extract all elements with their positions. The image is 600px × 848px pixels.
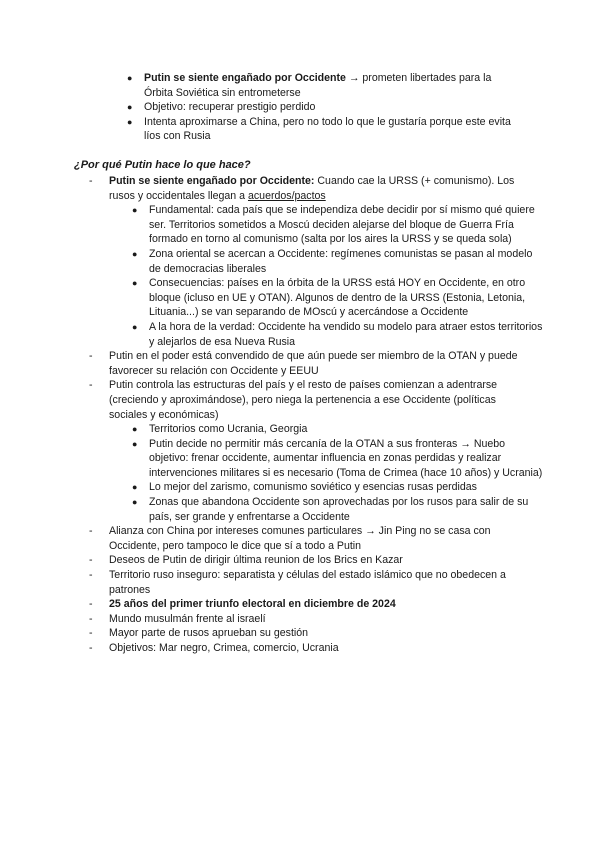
bold-text: 25 años del primer triunfo electoral en diciembre de 2024 <box>109 598 396 611</box>
main-dash-list <box>89 174 543 656</box>
dash-marker: - <box>89 627 93 640</box>
dash-marker: - <box>89 569 93 582</box>
item-text: Mundo musulmán frente al israelí <box>109 612 266 625</box>
list-item <box>127 115 521 144</box>
list-item <box>89 626 529 641</box>
item-text: Objetivo: recuperar prestigio perdido <box>144 101 316 114</box>
dash-marker: - <box>89 598 93 611</box>
dash-marker: - <box>89 612 93 625</box>
list-item <box>89 553 529 568</box>
bullet-dot: ● <box>132 482 138 493</box>
list-item <box>132 320 544 349</box>
list-item <box>89 568 529 597</box>
dash-marker: - <box>89 554 93 567</box>
item-text: Alianza con China por intereses comunes particulares → Jin Ping no se casa con Occidente, pero tampoco le dice que sí a todo a Putin <box>109 525 491 552</box>
item-text: Mayor parte de rusos aprueban su gestión <box>109 627 309 640</box>
item-text: Zona oriental se acercan a Occidente: regímenes comunistas se pasan al modelo de democracias liberales <box>149 247 533 275</box>
dash-marker: - <box>89 525 93 538</box>
item-text: Putin en el poder está convendido de que aún puede ser miembro de la OTAN y puede favorecer su relación con Occidente y EEUU <box>109 350 518 377</box>
item-text: Consecuencias: países en la órbita de la URSS está HOY en Occidente, en otro bloque (icluso en UE y OTAN). Algunos de dentro de la URSS (Estonia, Letonia, Lituania...) se van separando de MOscú y acercándose a Occidente <box>149 277 526 319</box>
top-bullet-list <box>127 71 521 144</box>
list-item <box>89 641 529 656</box>
bold-text: Putin se siente engañado por Occidente: <box>109 175 315 187</box>
list-item <box>127 71 521 100</box>
item-text: Putin controla las estructuras del país y el resto de países comienzan a adentrarse (creciendo y aproximándose), pero niega la pertenencia a ese Occidente (políticas sociales y económicas) <box>109 379 498 421</box>
list-item <box>132 495 544 524</box>
sub-list <box>132 203 544 349</box>
item-text: Intenta aproximarse a China, pero no todo lo que le gustaría porque este evita líos con Rusia <box>144 115 511 143</box>
dash-marker: - <box>89 175 93 187</box>
bullet-dot: ● <box>127 102 133 113</box>
bullet-dot: ● <box>127 73 133 83</box>
list-item <box>89 349 529 378</box>
list-item <box>132 247 544 276</box>
bullet-dot: ● <box>132 278 138 289</box>
dash-marker: - <box>89 379 93 392</box>
bullet-dot: ● <box>132 321 138 332</box>
list-item <box>132 203 544 247</box>
list-item <box>132 422 544 437</box>
list-item <box>89 524 529 553</box>
list-item <box>132 437 544 481</box>
list-item <box>89 174 543 349</box>
list-item <box>89 597 529 612</box>
bullet-dot: ● <box>132 424 138 435</box>
item-text: Fundamental: cada país que se independiza debe decidir por sí mismo qué quiere ser. Territorios sometidos a Moscú deciden alejarse del bloque de Guerra Fría formado en torno al comunismo (salta por los aires la URSS y se queda sola) <box>149 204 535 246</box>
list-item <box>127 100 521 115</box>
bullet-dot: ● <box>132 438 138 449</box>
item-text: Cuando cae la URSS (+ comunismo). Los rusos y occidentales llegan a <box>109 175 515 202</box>
item-text: Territorios como Ucrania, Georgia <box>149 423 308 436</box>
item-text: Lo mejor del zarismo, comunismo soviético y esencias rusas perdidas <box>149 481 477 494</box>
dash-marker: - <box>89 350 93 363</box>
dash-marker: - <box>89 642 93 654</box>
underlined-text: acuerdos/pactos <box>247 189 326 202</box>
bullet-dot: ● <box>132 497 138 508</box>
item-text: → prometen libertades para la Órbita Soviética sin entrometerse <box>144 72 492 99</box>
section-heading: ¿Por qué Putin hace lo que hace? <box>74 159 251 171</box>
sub-list <box>132 422 544 524</box>
item-text: Objetivos: Mar negro, Crimea, comercio, Ucrania <box>109 642 339 654</box>
list-item <box>89 378 543 524</box>
list-item <box>132 480 544 495</box>
item-text: Zonas que abandona Occidente son aprovechadas por los rusos para salir de su país, ser grande y enfrentarse a Occidente <box>149 496 529 523</box>
bullet-dot: ● <box>127 116 133 127</box>
bullet-dot: ● <box>132 248 138 259</box>
list-item <box>132 276 544 320</box>
list-item <box>89 612 529 627</box>
item-text: A la hora de la verdad: Occidente ha vendido su modelo para atraer estos territorios y alejarlos de esa Nueva Rusia <box>149 320 543 348</box>
bold-text: Putin se siente engañado por Occidente <box>144 72 346 84</box>
item-text: Territorio ruso inseguro: separatista y células del estado islámico que no obedecen a patrones <box>109 569 506 596</box>
item-text: Putin decide no permitir más cercanía de la OTAN a sus fronteras → Nuebo objetivo: frenar occidente, aumentar influencia en zonas perdidas y realizar intervenciones militares si es necesario (Toma de Crimea (hace 10 años) y Ucrania) <box>149 437 543 479</box>
item-text: Deseos de Putin de dirigir última reunion de los Brics en Kazar <box>109 554 403 567</box>
bullet-dot: ● <box>132 205 138 216</box>
